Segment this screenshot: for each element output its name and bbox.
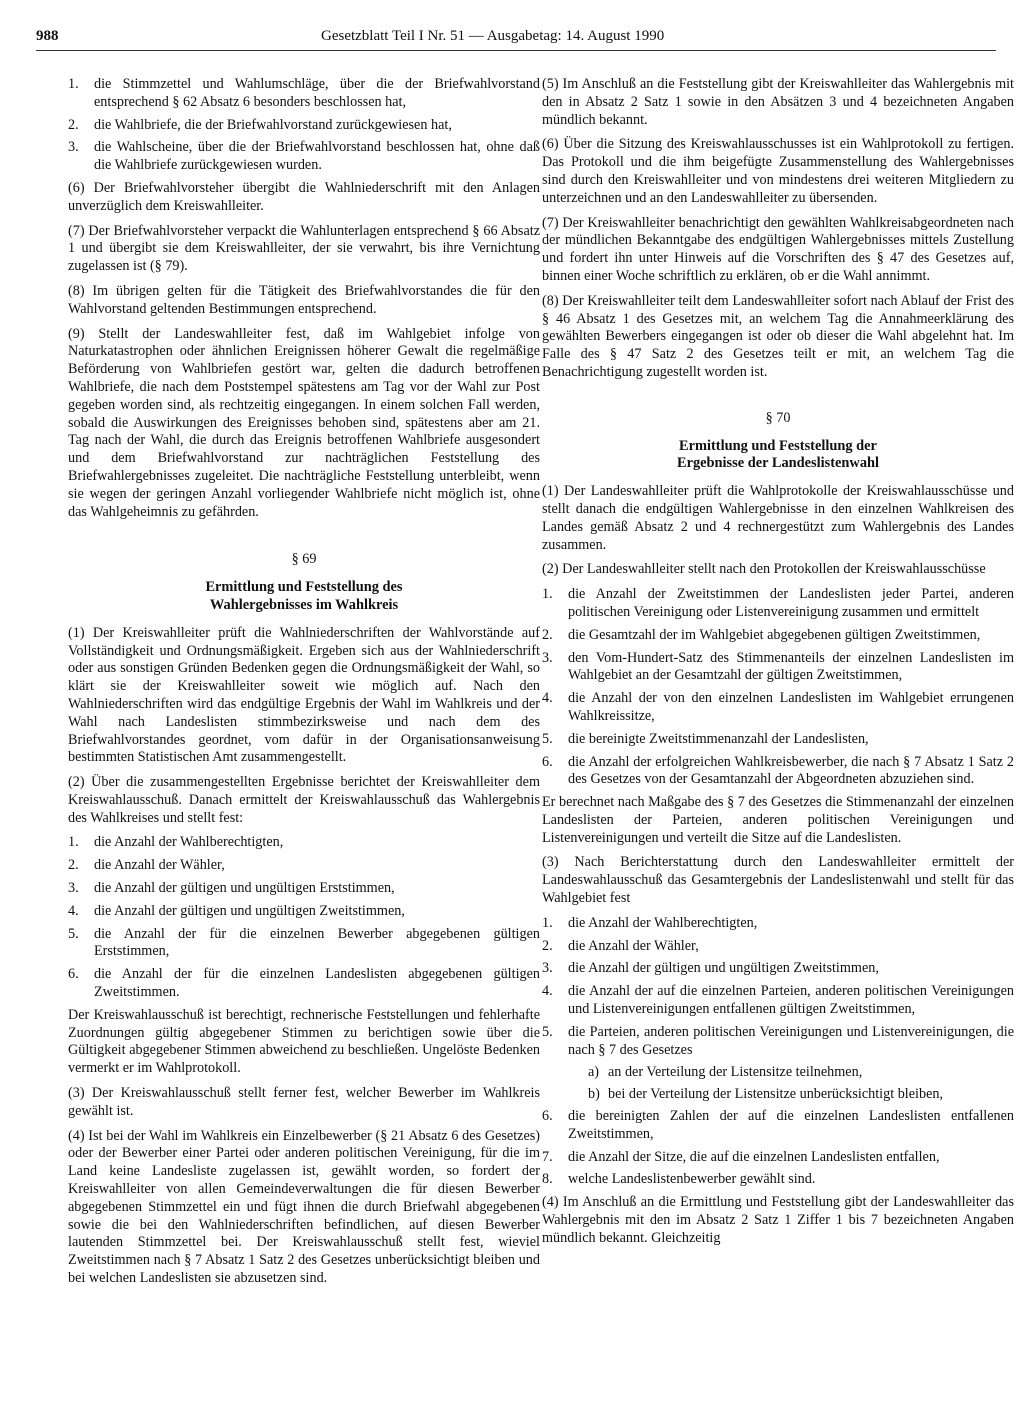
list-item <box>542 627 1014 645</box>
list-item-number: 5. <box>542 1023 553 1040</box>
list-item <box>68 139 540 175</box>
list-item-text: die Anzahl der Wahlberechtigten, <box>568 914 758 931</box>
list-item-text: den Vom-Hundert-Satz des Stimmenanteils der einzelnen Landeslisten im Wahlgebiet an der Gesamtzahl der gültigen Zweitstimmen, <box>568 649 1014 684</box>
list-item-number: 3. <box>542 960 553 977</box>
section-70-paragraph-2b: Er berechnet nach Maßgabe des § 7 des Gesetzes die Stimmenanzahl der einzelnen Landeslisten der Parteien, anderen politischen Vereinigungen und Listenvereinigungen und verteilt die Sitze auf die Landeslisten. <box>542 794 1014 846</box>
list-item <box>542 938 1014 956</box>
page-header <box>36 26 996 51</box>
list-item-text: die Anzahl der für die einzelnen Bewerber abgegebenen gültigen Erststimmen, <box>94 925 540 960</box>
list-item-text: die Anzahl der Wähler, <box>568 937 699 954</box>
list-item-number: 1. <box>542 914 553 931</box>
list-item-number: 2. <box>542 626 553 643</box>
list-item-number: 6. <box>68 966 79 983</box>
section-70-title-line-1: Ermittlung und Feststellung der <box>679 437 877 454</box>
list-item <box>68 117 540 135</box>
section-70-sublist <box>542 1064 1014 1104</box>
list-item <box>542 1108 1014 1144</box>
list-item-number: 4. <box>68 902 79 919</box>
list-item <box>68 76 540 112</box>
list-item-text: die Anzahl der Wähler, <box>94 857 225 874</box>
section-69-paragraph-3: (3) Der Kreiswahlausschuß stellt ferner fest, welcher Bewerber im Wahlkreis gewählt ist. <box>68 1085 540 1119</box>
paragraph-7-right: (7) Der Kreiswahlleiter benachrichtigt den gewählten Wahlkreisabgeordneten nach der mündlichen Bekanntgabe des endgültigen Wahlergebnisses mittels Zustellung und fordert ihn unter Hinweis auf die Vorschriften des § 47 des Gesetzes auf, binnen einer Woche schriftlich zu erklären, ob er die Wahl annimmt. <box>542 214 1014 284</box>
list-item-text: die Stimmzettel und Wahlumschläge, über die der Briefwahlvorstand entsprechend § 62 Absatz 6 besonders beschlossen hat, <box>94 76 540 110</box>
list-item <box>542 754 1014 790</box>
list-item-text: die Anzahl der erfolgreichen Wahlkreisbewerber, die nach § 7 Absatz 1 Satz 2 des Gesetzes von der Gesamtanzahl der Abgeordneten abzuziehen sind. <box>568 753 1014 788</box>
list-item-number: 1. <box>68 834 79 851</box>
paragraph-9: (9) Stellt der Landeswahlleiter fest, daß im Wahlgebiet infolge von Naturkatastrophen oder ähnlichen Ereignissen höherer Gewalt die regelmäßige Beförderung von Wahlbriefen gestört war, gelten die dadurch betroffenen Wahlbriefe, die nach dem Poststempel spätestens am Tag vor der Wahl zur Post gegeben worden sind, als rechtzeitig eingegangen. In einem solchen Fall werden, sobald die Auswirkungen des Ereignisses behoben sind, spätestens aber am 21. Tag nach der Wahl, die durch das Ereignis betroffenen Wahlbriefe ausgesondert und dem Briefwahlvorstand zur nachträglichen Feststellung des Briefwahlergebnisses zugeleitet. Die nachträgliche Feststellung unterbleibt, wenn sie wegen der geringen Anzahl vorliegender Wahlbriefe nicht möglich ist, ohne das Wahlgeheimnis zu gefährden. <box>68 325 540 520</box>
list-item <box>542 731 1014 749</box>
list-item <box>588 1064 1014 1082</box>
section-69-paragraph-2b: Der Kreiswahlausschuß ist berechtigt, rechnerische Feststellungen und fehlerhafte Zuordnungen gültig abgegebener Stimmen zu berichtigen sowie über die Gültigkeit abgegebener Stimmen abweichend zu beschließen. Ungelöste Bedenken vermerkt er im Wahlprotokoll. <box>68 1006 540 1077</box>
list-item-text: die Anzahl der auf die einzelnen Parteien, anderen politischen Vereinigungen und Listenvereinigungen entfallenen gültigen Zweitstimmen, <box>568 983 1014 1018</box>
list-item-number: b) <box>588 1086 600 1103</box>
list-item-number: 5. <box>68 925 79 942</box>
section-69-number: § 69 <box>291 551 317 568</box>
list-item-text: die Anzahl der gültigen und ungültigen Zweitstimmen, <box>568 960 879 977</box>
section-70-paragraph-1: (1) Der Landeswahlleiter prüft die Wahlprotokolle der Kreiswahlausschüsse und stellt danach die endgültigen Wahlergebnisse in den einzelnen Wahlkreisen des Landes gemäß Absatz 2 und 4 rechnergestützt zum Wahlergebnis des Landes zusammen. <box>542 483 1014 553</box>
left-column <box>68 76 540 1295</box>
list-item-text: die Anzahl der gültigen und ungültigen Zweitstimmen, <box>94 902 405 919</box>
list-item-number: 1. <box>542 586 553 603</box>
section-69-paragraph-4: (4) Ist bei der Wahl im Wahlkreis ein Einzelbewerber (§ 21 Absatz 6 des Gesetzes) oder der Bewerber einer Partei oder anderen politischen Vereinigung, für die im Land keine Landesliste zugelassen ist, gewählt worden, so fordert der Kreiswahlleiter von allen Gemeindeverwaltungen die für diesen Bewerber abgegebenen Stimmzettel ein und fügt ihnen die durch Briefwahl abgegebenen sowie die bei den Wahlniederschriften befindlichen, auf diesen Bewerber lautenden Stimmzettel bei. Der Kreiswahlausschuß stellt fest, wieviel Zweitstimmen nach § 7 Absatz 1 Satz 2 des Gesetzes unberücksichtigt bleiben und bei welchen Landeslisten sie abzusetzen sind. <box>68 1127 540 1287</box>
section-69-paragraph-2: (2) Über die zusammengestellten Ergebnisse berichtet der Kreiswahlleiter dem Kreiswahlausschuß. Danach ermittelt der Kreiswahlausschuß das Wahlergebnis des Wahlkreises und stellt fest: <box>68 774 540 826</box>
list-item <box>588 1086 1014 1104</box>
list-item <box>542 1171 1014 1189</box>
list-item <box>542 960 1014 978</box>
list-item-number: 5. <box>542 730 553 747</box>
section-70-paragraph-2: (2) Der Landeswahlleiter stellt nach den Protokollen der Kreiswahlausschüsse <box>542 561 986 578</box>
list-item-text: die Anzahl der von den einzelnen Landeslisten im Wahlgebiet errungenen Wahlkreissitze, <box>568 690 1014 724</box>
list-item-text: bei der Verteilung der Listensitze unberücksichtigt bleiben, <box>608 1086 944 1103</box>
list-item-text: die Anzahl der für die einzelnen Landeslisten abgegebenen gültigen Zweitstimmen. <box>94 966 540 1001</box>
list-item <box>68 834 540 852</box>
list-item <box>68 880 540 898</box>
list-item-text: die Anzahl der Wahlberechtigten, <box>94 834 284 851</box>
list-item <box>542 650 1014 686</box>
section-70-title <box>542 438 1014 474</box>
list-item-text: die Parteien, anderen politischen Vereinigungen und Listenvereinigungen, die nach § 7 des Gesetzes <box>568 1023 1014 1058</box>
list-item <box>68 966 540 1002</box>
section-69-title <box>68 579 540 615</box>
section-70-number: § 70 <box>765 409 791 426</box>
list-item <box>542 1024 1014 1060</box>
paragraph-8: (8) Im übrigen gelten für die Tätigkeit des Briefwahlvorstandes die für den Wahlvorstand geltenden Bestimmungen entsprechend. <box>68 282 540 317</box>
list-item-number: 6. <box>542 753 553 770</box>
list-item <box>68 926 540 962</box>
list-item-number: 3. <box>68 139 79 156</box>
list-item-text: die Gesamtzahl der im Wahlgebiet abgegebenen gültigen Zweitstimmen, <box>568 626 981 643</box>
list-item <box>542 915 1014 933</box>
section-69-title-line-1: Ermittlung und Feststellung des <box>205 579 403 596</box>
section-69-paragraph-1: (1) Der Kreiswahlleiter prüft die Wahlniederschriften der Wahlvorstände auf Vollständigkeit und Ordnungsmäßigkeit. Ergeben sich aus der Wahlniederschrift oder aus sonstigen Gründen Bedenken gegen die Ordnungsmäßigkeit der Wahl, so klärt sie der Kreiswahlleiter soweit wie möglich auf. Nach den Wahlniederschriften wird das endgültige Ergebnis der Wahl im Wahlkreis und der Wahl nach Landeslisten stimmbezirksweise und nach dem des Briefwahlvorstandes geordnet, vom dafür in der Organisationsanweisung bestimmten Statistischen Amt zusammengestellt. <box>68 624 540 766</box>
list-item-number: 6. <box>542 1108 553 1125</box>
paragraph-6-right: (6) Über die Sitzung des Kreiswahlausschusses ist ein Wahlprotokoll zu fertigen. Das Protokoll und die ihm beigefügte Zusammenstellung des Wahlergebnisses sind durch den Kreiswahlleiter und von mindestens drei weiteren Mitgliedern zu unterzeichnen und an den Landeswahlleiter zu übersenden. <box>542 136 1014 206</box>
list-item-number: a) <box>588 1064 600 1081</box>
list-item-text: welche Landeslistenbewerber gewählt sind. <box>568 1171 816 1188</box>
list-item-text: an der Verteilung der Listensitze teilnehmen, <box>608 1064 863 1081</box>
section-70-list-3b <box>542 1108 1014 1189</box>
paragraph-6: (6) Der Briefwahlvorsteher übergibt die Wahlniederschrift mit den Anlagen unverzüglich dem Kreiswahlleiter. <box>68 179 540 214</box>
list-item <box>542 690 1014 726</box>
list-item-text: die bereinigten Zahlen der auf die einzelnen Landeslisten entfallenen Zweitstimmen, <box>568 1108 1014 1142</box>
section-70-paragraph-4: (4) Im Anschluß an die Ermittlung und Feststellung gibt der Landeswahlleiter das Wahlergebnis mit den im Absatz 2 Satz 1 Ziffer 1 bis 7 bezeichneten Angaben mündlich bekannt. Gleichzeitig <box>542 1194 1014 1246</box>
list-item-number: 8. <box>542 1171 553 1188</box>
list-item-number: 4. <box>542 690 553 707</box>
list-item-number: 2. <box>542 937 553 954</box>
running-title: Gesetzblatt Teil I Nr. 51 — Ausgabetag: 14. August 1990 <box>321 28 665 44</box>
section-70-list-3a <box>542 915 1014 1060</box>
paragraph-8-right: (8) Der Kreiswahlleiter teilt dem Landeswahlleiter sofort nach Ablauf der Frist des § 46 Absatz 1 des Gesetzes mit, an welchem Tag die Annahmeerklärung des gewählten Bewerbers eingegangen ist oder ob dieser die Wahl abgelehnt hat. Im Falle des § 47 Satz 2 des Gesetzes teilt er mit, an welchem Tag die Benachrichtigung zugestellt worden ist. <box>542 292 1014 380</box>
list-item <box>68 857 540 875</box>
list-item-text: die Anzahl der gültigen und ungültigen Erststimmen, <box>94 880 395 897</box>
list-item-number: 7. <box>542 1148 553 1165</box>
list-item <box>68 903 540 921</box>
list-item-number: 3. <box>542 649 553 666</box>
page-number: 988 <box>36 28 59 44</box>
paragraph-7: (7) Der Briefwahlvorsteher verpackt die Wahlunterlagen entsprechend § 66 Absatz 1 und übergibt sie dem Kreiswahlleiter, der sie verwahrt, bis ihre Vernichtung zugelassen ist (§ 79). <box>68 222 540 275</box>
list-item-number: 2. <box>68 857 79 874</box>
section-70-title-line-2: Ergebnisse der Landeslistenwahl <box>676 455 880 472</box>
section-69-list <box>68 834 540 1001</box>
right-column <box>542 76 1014 1255</box>
section-70-list-2 <box>542 586 1014 789</box>
section-69-title-line-2: Wahlergebnisses im Wahlkreis <box>209 596 399 613</box>
list-item-number: 1. <box>68 76 79 92</box>
list-item <box>542 1149 1014 1167</box>
list-items-top <box>68 76 540 175</box>
list-item-text: die Anzahl der Zweitstimmen der Landeslisten jeder Partei, anderen politischen Vereinigung oder Listenvereinigung zusammen und ermittelt <box>568 586 1014 620</box>
list-item-number: 2. <box>68 116 79 133</box>
list-item-number: 4. <box>542 983 553 1000</box>
list-item-number: 3. <box>68 880 79 897</box>
list-item-text: die bereinigte Zweitstimmenanzahl der Landeslisten, <box>568 730 869 747</box>
list-item <box>542 983 1014 1019</box>
section-70-paragraph-3: (3) Nach Berichterstattung durch den Landeswahlleiter ermittelt der Landeswahlausschuß das Gesamtergebnis der Landeslistenwahl und stellt für das Wahlgebiet fest <box>542 854 1014 907</box>
list-item-text: die Wahlbriefe, die der Briefwahlvorstand zurückgewiesen hat, <box>94 116 452 133</box>
paragraph-5: (5) Im Anschluß an die Feststellung gibt der Kreiswahlleiter das Wahlergebnis mit den in Absatz 2 Satz 1 sowie in den Absätzen 3 und 4 bezeichneten Angaben mündlich bekannt. <box>542 76 1014 128</box>
list-item-text: die Wahlscheine, über die der Briefwahlvorstand beschlossen hat, ohne daß die Wahlbriefe zurückgewiesen wurden. <box>94 139 540 174</box>
list-item-text: die Anzahl der Sitze, die auf die einzelnen Landeslisten entfallen, <box>568 1148 940 1165</box>
list-item <box>542 586 1014 622</box>
